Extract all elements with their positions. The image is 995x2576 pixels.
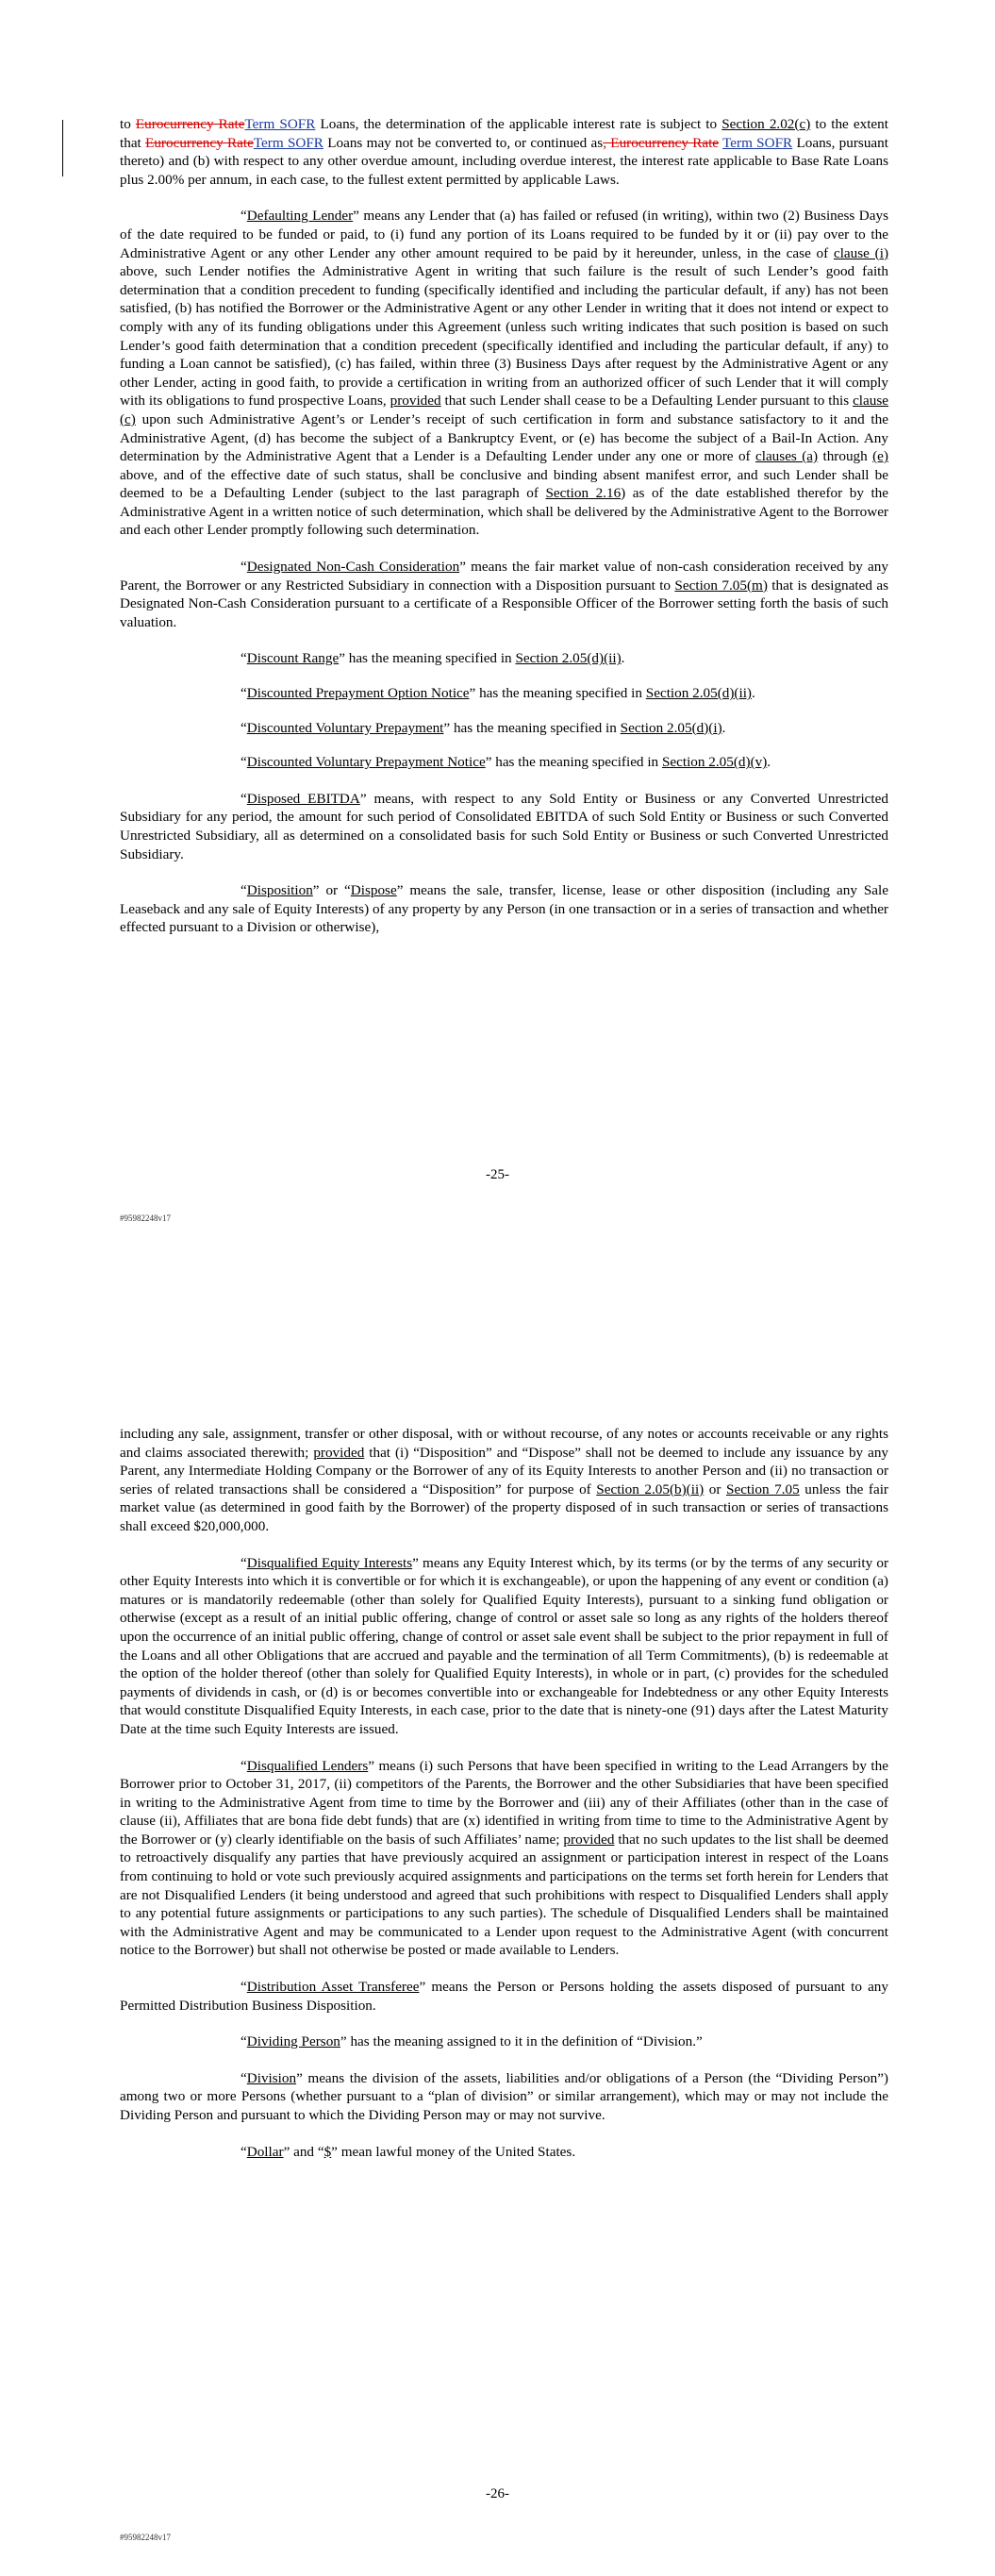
definition-discount-range: “Discount Range” has the meaning specified in Section 2.05(d)(ii).	[240, 650, 625, 667]
clause-reference: clauses (a)	[755, 448, 819, 465]
page-number: -25-	[486, 1167, 509, 1182]
defined-term: Disposition	[246, 882, 313, 899]
section-reference: Section 2.05(d)(ii)	[515, 650, 622, 667]
inserted-text: Term SOFR	[722, 134, 793, 151]
section-reference: Section 2.02(c)	[721, 116, 811, 132]
clause-reference: clause (i)	[833, 244, 888, 261]
page-26-body	[120, 1425, 888, 2179]
defined-term: Discount Range	[246, 650, 340, 667]
defined-term: Dollar	[246, 2143, 284, 2160]
deleted-text: Eurocurrency Rate	[135, 116, 245, 132]
page-number: -26-	[486, 2486, 509, 2501]
defined-term: Discounted Voluntary Prepayment	[246, 719, 444, 736]
definition-disposition: “Disposition” or “Dispose” means the sale, transfer, license, lease or other disposition (including any Sale Leaseback and any sale of Equity Interests) of any property by any Person (in one transaction or in a series of transaction and whether effected pursuant to a Division or otherwise),	[120, 882, 888, 936]
section-reference: Section 2.16	[545, 485, 622, 502]
section-reference: Section 7.05	[726, 1480, 800, 1497]
document-id: #95982248v17	[120, 2533, 171, 2542]
provided-keyword: provided	[390, 393, 441, 410]
defined-term: Distribution Asset Transferee	[246, 1979, 420, 1996]
change-bar	[62, 120, 63, 176]
provided-keyword: provided	[563, 1831, 615, 1848]
definition-discounted-voluntary-prepayment-notice: “Discounted Voluntary Prepayment Notice” has the meaning specified in Section 2.05(d)(v).	[240, 754, 771, 771]
defined-term: Designated Non-Cash Consideration	[246, 559, 460, 576]
section-reference: Section 2.05(d)(i)	[620, 719, 722, 736]
defined-term: Disqualified Equity Interests	[246, 1554, 413, 1571]
defined-term: Disposed EBITDA	[246, 790, 360, 807]
document-id: #95982248v17	[120, 1213, 171, 1223]
definition-disqualified-equity-interests: “Disqualified Equity Interests” means any Equity Interest which, by its terms (or by the terms of any security or other Equity Interests into which it is convertible or for which it is exchangeable), or upon the happening of any event or condition (a) matures or is mandatorily redeemable (other than solely for Qualified Equity Interests), pursuant to a sinking fund obligation or otherwise (except as a result of an initial public offering, change of control or asset sale so long as any rights of the holders thereof upon the occurrence of an initial public offering, change of control or asset sale event shall be subject to the prior repayment in full of the Loans and all other Obligations that are accrued and payable and the termination of all Term Commitments), (b) is redeemable at the option of the holder thereof (other than solely for Qualified Equity Interests), in whole or in part, (c) provides for the scheduled payments of dividends in cash, or (d) is or becomes convertible into or exchangeable for Indebtedness or any other Equity Interests that would constitute Disqualified Equity Interests, in each case, prior to the date that is ninety-one (91) days after the Latest Maturity Date at the time such Equity Interests are issued.	[120, 1554, 889, 1737]
defined-term: Disqualified Lenders	[246, 1757, 369, 1774]
clause-reference: (e)	[872, 448, 888, 465]
inserted-text: Term SOFR	[253, 134, 323, 151]
defined-term: Defaulting Lender	[246, 208, 354, 225]
section-reference: Section 2.05(b)(ii)	[596, 1480, 705, 1497]
page-25	[0, 0, 995, 1255]
defined-term: Discounted Prepayment Option Notice	[246, 685, 470, 702]
definition-disposed-ebitda: “Disposed EBITDA” means, with respect to any Sold Entity or Business or any Converted Unrestricted Subsidiary for any period, the amount for such period of Consolidated EBITDA of such Sold Entity or Business or such Converted Unrestricted Subsidiary, all as determined on a consolidated basis for such Sold Entity or Business or such Converted Unrestricted Subsidiary.	[120, 790, 888, 862]
section-reference: Section 7.05(m)	[674, 577, 768, 594]
disposition-continued: including any sale, assignment, transfer or other disposal, with or without recourse, of any notes or accounts receivable or any rights and claims associated therewith; provided that (i) “Disposition” and “Dispose” shall not be deemed to include any issuance by any Parent, any Intermediate Holding Company or the Borrower of any of its Equity Interests to another Person and (ii) no transaction or series of related transactions shall be considered a “Disposition” for purpose of Section 2.05(b)(ii) or Section 7.05 unless the fair market value (as determined in good faith by the Borrower) of the property disposed of in such transaction or series of transactions shall exceed $20,000,000.	[120, 1426, 889, 1534]
definition-division: “Division” means the division of the assets, liabilities and/or obligations of a Person (the “Dividing Person”) among two or more Persons (whether pursuant to a “plan of division” or similar arrangement), which may or may not include the Dividing Person and pursuant to which the Dividing Person may or may not survive.	[120, 2069, 888, 2123]
inserted-text: Term SOFR	[244, 116, 316, 132]
deleted-text: , Eurocurrency Rate	[603, 134, 720, 151]
clause-reference: clause (c)	[120, 393, 889, 427]
definition-dividing-person: “Dividing Person” has the meaning assigned to it in the definition of “Division.”	[240, 2033, 703, 2050]
definition-disqualified-lenders: “Disqualified Lenders” means (i) such Persons that have been specified in writing to the Lead Arrangers by the Borrower prior to October 31, 2017, (ii) competitors of the Parents, the Borrower and the other Subsidiaries that have been specified in writing to the Administrative Agent from time to time by the Borrower and (iii) any of their Affiliates (other than in the case of clause (ii), Affiliates that are bona fide debt funds) that are (x) identified in writing from time to time to the Administrative Agent by the Borrower or (y) clearly identifiable on the basis of such Affiliates’ name; provided that no such updates to the list shall be deemed to retroactively disqualify any parties that have previously acquired an assignment or participation interest in respect of the Loans from continuing to hold or vote such previously acquired assignments and participations on the terms set forth herein for Lenders that are not Disqualified Lenders (it being understood and agreed that such prohibitions with respect to Disqualified Lenders shall apply to any potential future assignments or participations to any such parties). The schedule of Disqualified Lenders shall be maintained with the Administrative Agent and may be communicated to a Lender upon request to the Administrative Agent (with concurrent notice to the Borrower) but shall not otherwise be posted or made available to Lenders.	[120, 1757, 888, 1959]
provided-keyword: provided	[313, 1444, 365, 1461]
page-26	[0, 1387, 995, 2576]
definition-discounted-prepayment-option-notice: “Discounted Prepayment Option Notice” has the meaning specified in Section 2.05(d)(ii).	[240, 685, 755, 702]
defined-term: $	[323, 2143, 332, 2160]
definition-distribution-asset-transferee: “Distribution Asset Transferee” means the Person or Persons holding the assets disposed of pursuant to any Permitted Distribution Business Disposition.	[120, 1979, 888, 2014]
definition-dollar: “Dollar” and “$” mean lawful money of the United States.	[240, 2143, 576, 2160]
definition-defaulting-lender: “Defaulting Lender” means any Lender that (a) has failed or refused (in writing), within two (2) Business Days of the date required to be funded or paid, to (i) fund any portion of its Loans required to be funded by it or (ii) pay over to the Administrative Agent or any other Lender any other amount required to be paid by it hereunder, unless, in the case of clause (i) above, such Lender notifies the Administrative Agent in writing that such failure is the result of such Lender’s good faith determination that a condition precedent to funding (specifically identified and including the particular default, if any) has not been satisfied, (b) has notified the Borrower or the Administrative Agent or any other Lender in writing that it does not intend or expect to comply with any of its funding obligations under this Agreement (unless such writing indicates that such position is based on such Lender’s good faith determination that a condition precedent (specifically identified and including the particular default, if any) to funding a Loan cannot be satisfied), (c) has failed, within three (3) Business Days after request by the Administrative Agent or any other Lender, acting in good faith, to provide a certification in writing from an authorized officer of such Lender that it will comply with its obligations to fund prospective Loans, provided that such Lender shall cease to be a Defaulting Lender pursuant to this clause (c) upon such Administrative Agent’s or Lender’s receipt of such certification in form and substance satisfactory to it and the Administrative Agent, (d) has become the subject of a Bankruptcy Event, or (e) has become the subject of a Bail-In Action. Any determination by the Administrative Agent that a Lender is a Defaulting Lender under any one or more of clauses (a) through (e) above, and of the effective date of such status, shall be conclusive and binding absent manifest error, and such Lender shall be deemed to be a Defaulting Lender (subject to the last paragraph of Section 2.16) as of the date established therefor by the Administrative Agent in a written notice of such determination, which shall be delivered by the Administrative Agent to the Borrower and each other Lender promptly following such determination.	[120, 208, 889, 539]
defined-term: Discounted Voluntary Prepayment Notice	[246, 754, 486, 771]
section-reference: Section 2.05(d)(v)	[661, 754, 768, 771]
defined-term: Dispose	[350, 882, 397, 899]
page-25-body	[120, 115, 888, 955]
definition-discounted-voluntary-prepayment: “Discounted Voluntary Prepayment” has the meaning specified in Section 2.05(d)(i).	[240, 719, 726, 736]
defined-term: Dividing Person	[246, 2033, 340, 2050]
overdue-interest-paragraph: to Eurocurrency RateTerm SOFR Loans, the determination of the applicable interest rate is subject to Section 2.02(c) to the extent that Eurocurrency RateTerm SOFR Loans may not be converted to, or continued as, Eurocurrency Rate Term SOFR Loans, pursuant thereto) and (b) with respect to any other overdue amount, including overdue interest, the interest rate applicable to Base Rate Loans plus 2.00% per annum, in each case, to the fullest extent permitted by applicable Laws.	[120, 116, 888, 188]
section-reference: Section 2.05(d)(ii)	[645, 685, 752, 702]
definition-designated-non-cash-consideration: “Designated Non-Cash Consideration” means the fair market value of non-cash consideration received by any Parent, the Borrower or any Restricted Subsidiary in connection with a Disposition pursuant to Section 7.05(m) that is designated as Designated Non-Cash Consideration pursuant to a certificate of a Responsible Officer of the Borrower setting forth the basis of such valuation.	[120, 559, 888, 630]
defined-term: Division	[246, 2069, 297, 2086]
deleted-text: Eurocurrency Rate	[145, 134, 254, 151]
